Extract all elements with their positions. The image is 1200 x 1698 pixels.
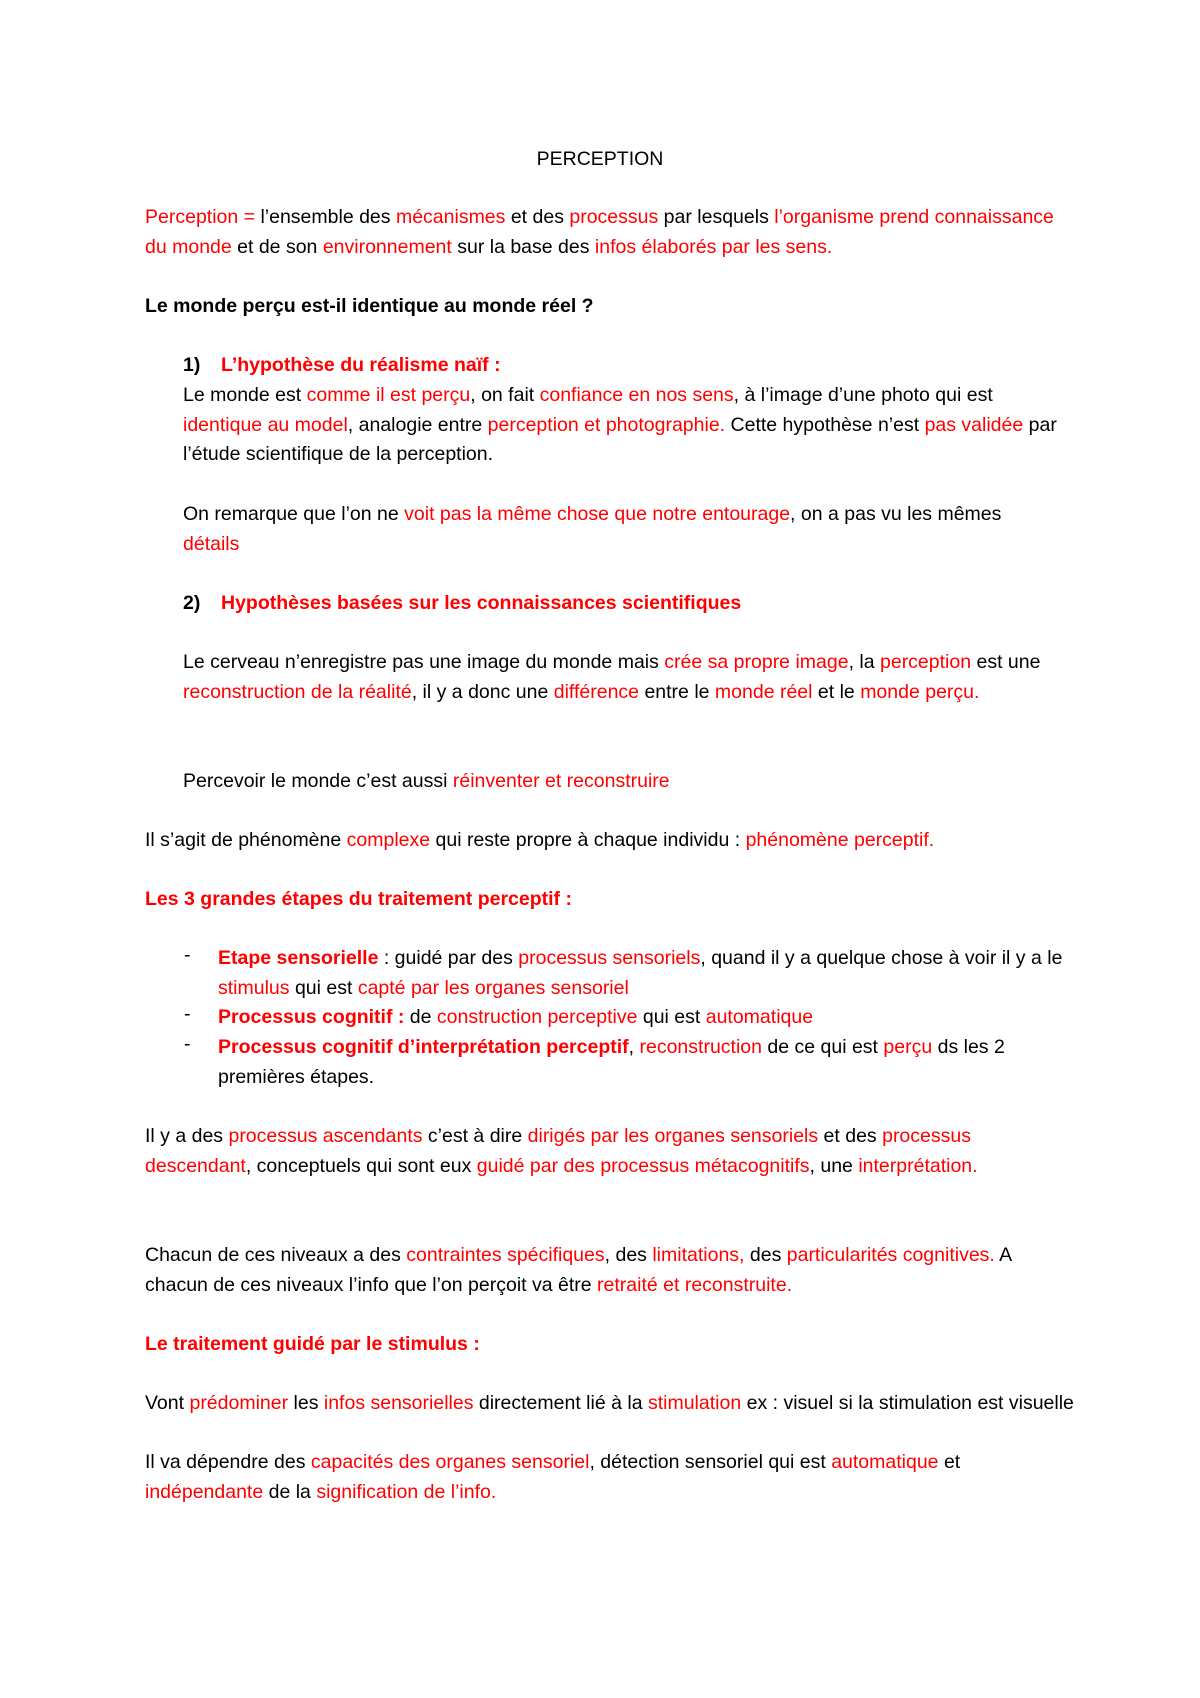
text-run: crée sa propre image xyxy=(664,651,849,673)
text-run: Le traitement guidé par le stimulus : xyxy=(145,1333,480,1355)
paragraph-h1-remark xyxy=(183,500,1063,559)
text-run: perception xyxy=(880,651,972,673)
text-run: reconstruction xyxy=(639,1036,762,1058)
paragraph-h1 xyxy=(183,351,1083,381)
text-run: et des xyxy=(818,1125,883,1147)
paragraph-etape3 xyxy=(218,1033,1068,1092)
text-run: différence xyxy=(553,680,640,703)
paragraph-h1-body xyxy=(183,381,1063,470)
text-run: , détection sensoriel qui est xyxy=(589,1451,832,1473)
bullet-dash: - xyxy=(184,944,191,966)
text-run: monde perçu. xyxy=(860,680,980,703)
text-run: Il s’agit de phénomène xyxy=(145,829,347,851)
text-run: 1) xyxy=(183,354,201,376)
paragraph-stimulus-title xyxy=(145,1330,1075,1360)
text-run: On remarque que l’on ne xyxy=(183,503,405,525)
text-run: Percevoir le monde c’est aussi xyxy=(183,770,453,792)
text-run: , des xyxy=(604,1244,653,1266)
text-run: confiance en nos sens xyxy=(539,384,734,406)
text-run: stimulus xyxy=(218,976,290,999)
text-run: Il y a des xyxy=(145,1125,229,1147)
text-run: , on a pas vu les mêmes xyxy=(790,503,1002,525)
paragraph-def xyxy=(145,203,1075,262)
text-run: indépendante xyxy=(145,1480,264,1503)
paragraph-h2 xyxy=(183,589,1083,619)
paragraph-question xyxy=(145,292,1075,322)
text-run: les xyxy=(288,1392,324,1414)
text-run: , la xyxy=(848,651,880,673)
text-run: : guidé par des xyxy=(378,947,519,969)
text-run: de ce qui est xyxy=(761,1036,884,1058)
text-run: retraité et reconstruite. xyxy=(597,1273,793,1296)
text-run: , analogie entre xyxy=(347,413,488,436)
paragraph-niveaux xyxy=(145,1241,1075,1300)
text-run: qui est xyxy=(289,976,358,999)
text-run: Cette hypothèse n’est xyxy=(725,413,925,436)
text-run: et le xyxy=(812,680,861,703)
text-run: contraintes spécifiques xyxy=(406,1244,605,1266)
text-run: et xyxy=(938,1451,961,1473)
text-run: automatique xyxy=(705,1006,814,1028)
text-run: guidé par des processus métacognitifs xyxy=(476,1154,810,1177)
text-run: de la xyxy=(263,1480,317,1503)
text-run: , xyxy=(628,1036,640,1058)
text-run: interprétation. xyxy=(858,1154,978,1177)
text-run: réinventer et reconstruire xyxy=(452,770,670,792)
text-run: Vont xyxy=(145,1392,190,1414)
text-run: Processus cognitif : xyxy=(218,1006,405,1028)
text-run: l’organisme prend connaissance du monde xyxy=(145,206,1054,258)
text-run: Processus cognitif d’interprétation perceptif xyxy=(218,1036,629,1058)
text-run: Chacun de ces niveaux a des xyxy=(145,1244,407,1266)
paragraph-etapes-title xyxy=(145,885,1075,915)
page-title: PERCEPTION xyxy=(536,148,664,170)
text-run: stimulation xyxy=(647,1392,742,1414)
text-run: par lesquels xyxy=(658,206,775,228)
text-run: reconstruction de la réalité xyxy=(183,680,412,703)
text-run: dirigés par les organes sensoriels xyxy=(527,1125,819,1147)
text-run: identique au model xyxy=(183,413,348,436)
text-run: ex : visuel si la stimulation est visuelle xyxy=(741,1392,1074,1414)
text-run: des xyxy=(744,1244,787,1266)
text-run: pas validée xyxy=(924,413,1024,436)
paragraph-stimulus-body xyxy=(145,1389,1075,1419)
text-run: construction perceptive xyxy=(436,1006,638,1028)
text-run: L’hypothèse du réalisme naïf : xyxy=(221,354,501,376)
text-run: est une xyxy=(971,651,1041,673)
text-run: capté par les organes sensoriel xyxy=(357,976,629,999)
text-run: , conceptuels qui sont eux xyxy=(245,1154,477,1177)
paragraph-ascendants xyxy=(145,1122,1075,1181)
text-run: processus descendant xyxy=(145,1125,971,1177)
paragraph-h2-body xyxy=(183,648,1073,707)
text-run: perception et photographie. xyxy=(487,413,726,436)
text-run: mécanismes xyxy=(395,206,506,228)
text-run: de xyxy=(404,1006,437,1028)
text-run: voit pas la même chose que notre entourage xyxy=(404,503,791,525)
text-run: phénomène perceptif. xyxy=(745,829,935,851)
text-run: , il y a donc une xyxy=(411,680,554,703)
text-run: complexe xyxy=(346,829,431,851)
paragraph-h2-percevoir xyxy=(183,767,1073,797)
text-run: Le monde perçu est-il identique au monde réel ? xyxy=(145,295,594,317)
text-run: infos sensorielles xyxy=(323,1392,474,1414)
text-run: comme il est perçu xyxy=(306,384,471,406)
text-run: et des xyxy=(505,206,570,228)
text-run: et de son xyxy=(231,235,323,258)
paragraph-stimulus-body2 xyxy=(145,1448,1075,1507)
text-run: Perception = xyxy=(145,206,261,228)
text-run: qui reste propre à chaque individu : xyxy=(430,829,746,851)
text-run: environnement xyxy=(322,235,452,258)
text-run: Hypothèses basées sur les connaissances scientifiques xyxy=(221,592,742,614)
paragraph-etape1 xyxy=(218,944,1068,1003)
text-run: Etape sensorielle xyxy=(218,947,379,969)
text-run: capacités des organes sensoriel xyxy=(310,1451,590,1473)
text-run: Il va dépendre des xyxy=(145,1451,311,1473)
text-run: , une xyxy=(809,1154,859,1177)
text-run: perçu xyxy=(883,1036,933,1058)
text-run: signification de l’info. xyxy=(316,1480,497,1503)
text-run: sur la base des xyxy=(451,235,595,258)
bullet-dash: - xyxy=(184,1003,191,1025)
text-run: automatique xyxy=(831,1451,939,1473)
bullet-dash: - xyxy=(184,1033,191,1055)
text-run: détails xyxy=(183,532,240,555)
text-run: limitations, xyxy=(652,1244,745,1266)
text-run: l’ensemble des xyxy=(260,206,396,228)
text-run: Le cerveau n’enregistre pas une image du monde mais xyxy=(183,651,665,673)
text-run: infos élaborés par les sens. xyxy=(594,235,833,258)
text-run: entre le xyxy=(639,680,715,703)
text-run: ds les 2 premières étapes. xyxy=(218,1036,1005,1088)
text-run: Le monde est xyxy=(183,384,307,406)
text-run: processus ascendants xyxy=(228,1125,423,1147)
text-run: A chacun de ces niveaux l’info que l’on perçoit va être xyxy=(145,1244,1012,1296)
paragraph-phenomene xyxy=(145,826,1075,856)
text-run: , quand il y a quelque chose à voir il y a le xyxy=(700,947,1063,969)
text-run: par l’étude scientifique de la perception. xyxy=(183,413,1057,465)
text-run: , on fait xyxy=(470,384,540,406)
text-run: 2) xyxy=(183,592,201,614)
text-run: Les 3 grandes étapes du traitement perceptif : xyxy=(145,888,572,910)
text-run: processus sensoriels xyxy=(518,947,701,969)
text-run: qui est xyxy=(637,1006,706,1028)
paragraph-etape2 xyxy=(218,1003,1068,1033)
text-run: monde réel xyxy=(714,680,813,703)
text-run: , à l’image d’une photo qui est xyxy=(733,384,993,406)
text-run: particularités cognitives. xyxy=(786,1244,995,1266)
text-run: c’est à dire xyxy=(422,1125,528,1147)
text-run: processus xyxy=(569,206,659,228)
text-run: directement lié à la xyxy=(473,1392,648,1414)
text-run: prédominer xyxy=(189,1392,289,1414)
